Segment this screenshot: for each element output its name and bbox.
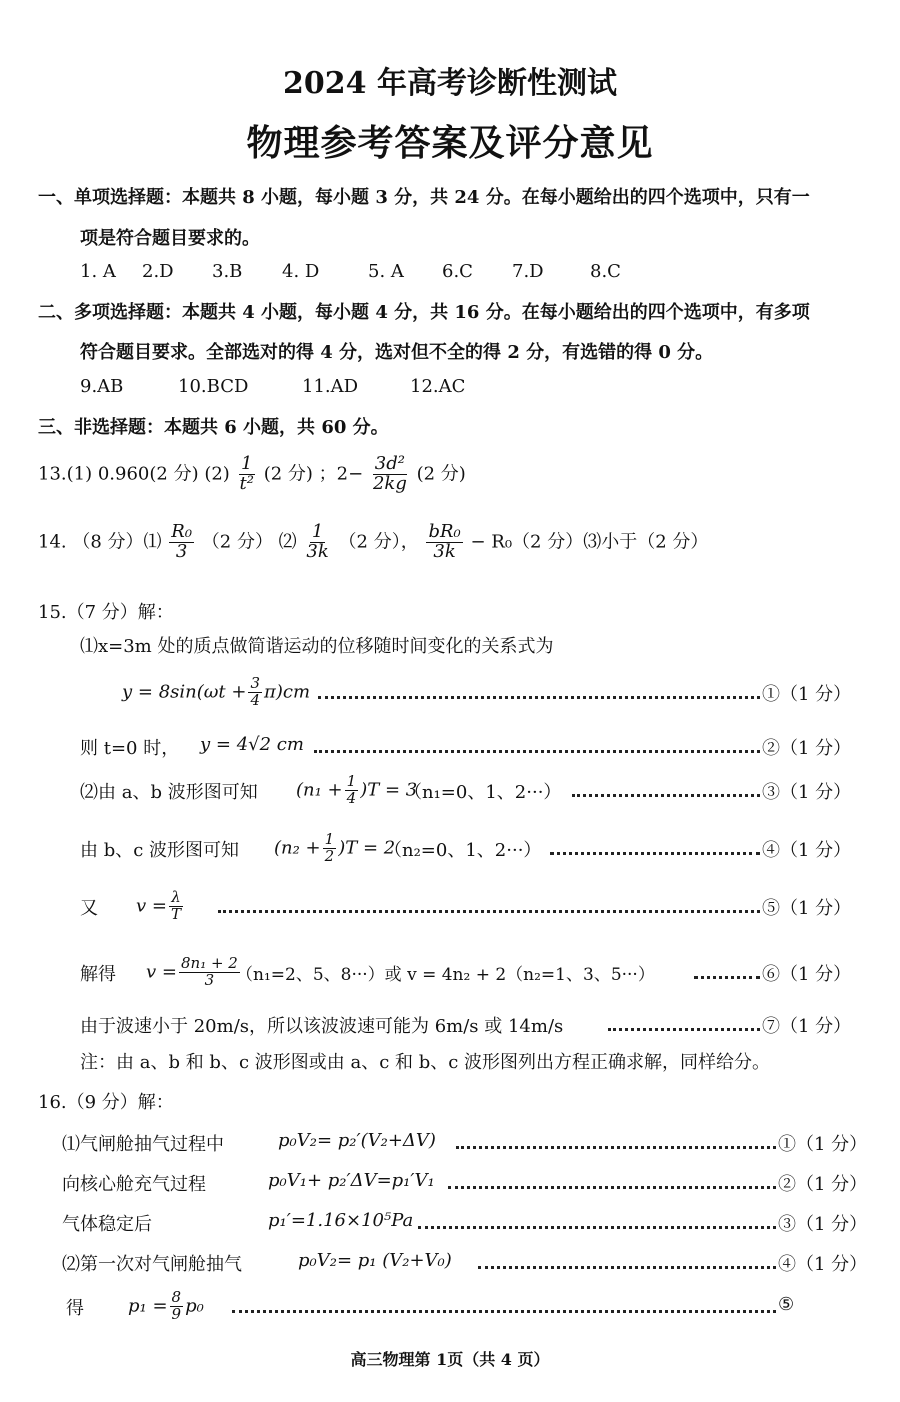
q15-eq1-pre: y = 8sin(ωt + [122, 681, 247, 703]
q13-prefix: 13.(1) 0.960(2 分) (2) [38, 463, 230, 485]
q15-l2-label: 则 t=0 时， [80, 738, 180, 759]
q16-mark-5: ⑤ [778, 1294, 795, 1315]
q13-answer [38, 455, 466, 494]
answer-item: 5. A [368, 261, 404, 282]
answer-item: 6.C [442, 261, 473, 282]
q13-suffix: (2 分) [416, 463, 466, 485]
leader-dots [218, 896, 760, 913]
answer-item: 9.AB [80, 376, 124, 397]
q15-eq4 [274, 832, 395, 865]
q15-intro: ⑴x=3m 处的质点做简谐运动的位移随时间变化的关系式为 [80, 636, 554, 657]
q14-f3-num: bR₀ [428, 521, 461, 542]
answer-item: 1. A [80, 261, 116, 282]
q16-line-3 [0, 1202, 900, 1242]
q15-line-4 [0, 828, 900, 868]
q14-f2-den: 3k [306, 540, 329, 562]
q13-f1-num: 1 [241, 453, 253, 474]
q15-eq6-fnum: 8n₁ + 2 [180, 954, 238, 972]
q16-line-1 [0, 1122, 900, 1162]
answer-item: 3.B [212, 261, 243, 282]
q15-eq3-cond: （n₁=0、1、2···） [404, 782, 562, 803]
q15-title: 15.（7 分）解： [38, 602, 174, 623]
q15-eq1-fnum: 3 [250, 674, 261, 692]
q15-mark-3: ③（1 分） [762, 782, 852, 803]
q16-mark-4: ④（1 分） [778, 1254, 868, 1275]
q15-eq1-fraction [248, 676, 262, 709]
leader-dots [318, 682, 760, 699]
document-subtitle: 物理参考答案及评分意见 [246, 122, 654, 164]
answer-item: 12.AC [410, 376, 466, 397]
q16-eq5-fden: 9 [171, 1304, 182, 1323]
section2-heading-line2: 符合题目要求。全部选对的得 4 分，选对但不全的得 2 分，有选错的得 0 分。 [80, 342, 714, 363]
q14-s3: − R₀（2 分）⑶小于（2 分） [470, 531, 709, 553]
q15-l3-label: ⑵由 a、b 波形图可知 [80, 782, 258, 803]
q15-eq1-post: π)cm [264, 681, 311, 703]
q16-eq1: p₀V₂= p₂′(V₂+ΔV) [278, 1130, 436, 1151]
q14-s2: （2 分）， [338, 531, 419, 553]
q15-mark-6: ⑥（1 分） [762, 964, 852, 985]
q15-eq4-fraction [323, 832, 337, 865]
q15-l5-label: 又 [80, 898, 98, 919]
q15-eq1 [122, 676, 310, 709]
q15-l7-label: 由于波速小于 20m/s，所以该波波速可能为 6m/s 或 14m/s [80, 1016, 564, 1037]
q15-line-6 [0, 952, 900, 992]
q14-f3-den: 3k [433, 540, 456, 562]
leader-dots [456, 1132, 776, 1149]
q14-f1-den: 3 [175, 540, 188, 562]
answer-item: 2.D [142, 261, 174, 282]
leader-dots [448, 1172, 776, 1189]
q14-prefix: 14. （8 分）⑴ [38, 531, 162, 553]
q16-eq5 [128, 1290, 204, 1323]
q13-f2-num: 3d² [374, 453, 405, 474]
q13-mid: (2 分) ；2− [263, 463, 364, 485]
q13-fraction-2 [371, 455, 409, 494]
answer-item: 4. D [282, 261, 320, 282]
q15-line-3 [0, 770, 900, 810]
q15-eq4-pre: (n₂ + [274, 837, 321, 859]
q15-eq3 [296, 774, 417, 807]
answer-item: 10.BCD [178, 376, 249, 397]
document-title: 2024 年高考诊断性测试 [283, 66, 617, 101]
leader-dots [550, 838, 760, 855]
q16-line-2 [0, 1162, 900, 1202]
q15-eq3-fnum: 1 [346, 772, 357, 790]
q15-eq5-fraction [169, 890, 183, 923]
q16-eq5-fraction [170, 1290, 184, 1323]
q15-eq4-post: )T = 2 [338, 837, 396, 859]
q16-l2-label: 向核心舱充气过程 [62, 1174, 206, 1195]
q16-mark-1: ①（1 分） [778, 1134, 868, 1155]
q15-mark-1: ①（1 分） [762, 684, 852, 705]
q15-eq4-cond: （n₂=0、1、2···） [384, 840, 542, 861]
q13-f2-den: 2kg [372, 472, 407, 494]
q15-mark-4: ④（1 分） [762, 840, 852, 861]
section1-heading-line1: 一、单项选择题：本题共 8 小题，每小题 3 分，共 24 分。在每小题给出的四个选项中，只有一 [38, 187, 810, 208]
q16-eq5-fnum: 8 [171, 1288, 182, 1306]
leader-dots [608, 1014, 760, 1031]
q14-fraction-2 [304, 523, 330, 562]
q15-eq4-fden: 2 [324, 846, 335, 865]
leader-dots [418, 1212, 776, 1229]
leader-dots [232, 1296, 776, 1313]
q15-eq2: y = 4√2 cm [200, 734, 304, 755]
q16-line-4 [0, 1242, 900, 1282]
q13-fraction-1 [238, 455, 256, 494]
q15-eq3-fraction [345, 774, 359, 807]
section3-heading: 三、非选择题：本题共 6 小题，共 60 分。 [38, 417, 389, 438]
leader-dots [572, 780, 760, 797]
q16-l1-label: ⑴气闸舱抽气过程中 [62, 1134, 224, 1155]
q15-line-1 [0, 672, 900, 712]
q16-l3-label: 气体稳定后 [62, 1214, 152, 1235]
leader-dots [314, 736, 760, 753]
q16-mark-2: ②（1 分） [778, 1174, 868, 1195]
q16-eq2: p₀V₁+ p₂′ΔV=p₁′V₁ [268, 1170, 435, 1191]
q15-eq6 [146, 956, 242, 989]
q15-eq5-pre: v = [136, 895, 167, 917]
q14-answer [38, 523, 708, 562]
q14-fraction-3 [426, 523, 462, 562]
leader-dots [478, 1252, 776, 1269]
q16-eq5-pre: p₁ = [128, 1295, 168, 1317]
q16-eq4: p₀V₂= p₁ (V₂+V₀) [298, 1250, 452, 1271]
q15-eq5-fnum: λ [171, 888, 181, 906]
q16-mark-3: ③（1 分） [778, 1214, 868, 1235]
q14-s1: （2 分） ⑵ [201, 531, 297, 553]
answer-item: 7.D [512, 261, 544, 282]
q15-line-5 [0, 886, 900, 926]
page-footer: 高三物理第 1页（共 4 页） [350, 1350, 550, 1369]
q15-l6-label: 解得 [80, 964, 116, 985]
q13-f1-den: t² [239, 472, 254, 494]
q16-eq3: p₁′=1.16×10⁵Pa [268, 1210, 414, 1231]
q15-eq3-fden: 4 [346, 788, 357, 807]
q15-eq5 [136, 890, 185, 923]
q16-title: 16.（9 分）解： [38, 1092, 174, 1113]
q15-mark-7: ⑦（1 分） [762, 1016, 852, 1037]
q15-eq6-fraction [179, 956, 240, 989]
q15-eq6-fden: 3 [204, 970, 215, 989]
q15-eq3-pre: (n₁ + [296, 779, 343, 801]
answer-item: 11.AD [302, 376, 359, 397]
section1-heading-line2: 项是符合题目要求的。 [80, 228, 260, 249]
q15-l4-label: 由 b、c 波形图可知 [80, 840, 240, 861]
q15-note: 注：由 a、b 和 b、c 波形图或由 a、c 和 b、c 波形图列出方程正确求解，同样给分。 [80, 1052, 771, 1073]
q14-fraction-1 [169, 523, 194, 562]
q15-eq3-post: )T = 3 [360, 779, 418, 801]
q15-mark-5: ⑤（1 分） [762, 898, 852, 919]
q16-eq5-post: p₀ [185, 1295, 204, 1317]
q16-l5-label: 得 [66, 1298, 84, 1319]
q15-eq6-pre: v = [146, 961, 177, 983]
q16-line-5 [0, 1286, 900, 1326]
q15-eq6-post: （n₁=2、5、8···）或 v = 4n₂ + 2（n₂=1、3、5···） [236, 965, 655, 985]
section2-heading-line1: 二、多项选择题：本题共 4 小题，每小题 4 分，共 16 分。在每小题给出的四个选项中，有多项 [38, 302, 810, 323]
q15-mark-2: ②（1 分） [762, 738, 852, 759]
q14-f2-num: 1 [311, 521, 324, 542]
q16-l4-label: ⑵第一次对气闸舱抽气 [62, 1254, 242, 1275]
q14-f1-num: R₀ [171, 521, 193, 542]
q15-eq1-fden: 4 [250, 690, 261, 709]
leader-dots [694, 962, 760, 979]
q15-eq5-fden: T [170, 904, 181, 923]
q15-line-7 [0, 1004, 900, 1044]
q15-line-2 [0, 726, 900, 766]
q15-eq4-fnum: 1 [324, 830, 335, 848]
answer-item: 8.C [590, 261, 621, 282]
